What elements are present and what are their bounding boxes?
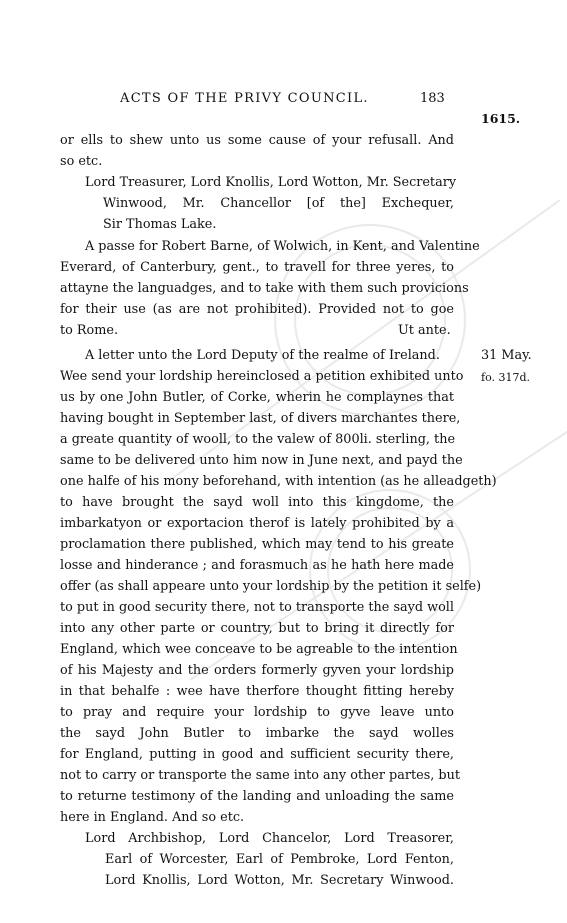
text-line: a greate quantity of wooll, to the valew of 800li. sterling, the: [60, 432, 456, 447]
text-line: same to be delivered unto him now in June next, and payd the: [60, 453, 463, 468]
signatories-line: Winwood, Mr. Chancellor [of the] Exchequer,: [103, 196, 454, 211]
text-line: to pray and require your lordship to gyve leave unto: [60, 705, 454, 720]
text-line: one halfe of his mony beforehand, with intention (as he alleadgeth): [60, 474, 497, 489]
text-line: Wee send your lordship hereinclosed a petition exhibited unto: [60, 369, 464, 384]
signatories-line: Earl of Worcester, Earl of Pembroke, Lord Fenton,: [105, 852, 454, 867]
text-line: for England, putting in good and sufficient security there,: [60, 747, 454, 762]
text-line: not to carry or transporte the same into any other partes, but: [60, 768, 460, 783]
running-header-title: ACTS OF THE PRIVY COUNCIL.: [120, 91, 369, 106]
text-line: to have brought the sayd woll into this kingdome, the: [60, 495, 454, 510]
text-line: for their use (as are not prohibited). Provided not to goe: [60, 302, 454, 317]
text-line: Everard, of Canterbury, gent., to travell for three yeres, to: [60, 260, 454, 275]
signatories-line: Lord Knollis, Lord Wotton, Mr. Secretary Winwood.: [105, 873, 454, 888]
margin-date: 31 May.: [481, 348, 532, 363]
text-line: to returne testimony of the landing and unloading the same: [60, 789, 454, 804]
margin-year: 1615.: [481, 111, 521, 126]
text-line: attayne the languadges, and to take with them such provicions: [60, 281, 469, 296]
text-line: having bought in September last, of divers marchantes there,: [60, 411, 461, 426]
text-line: into any other parte or country, but to bring it directly for: [60, 621, 454, 636]
text-line: of his Majesty and the orders formerly gyven your lordship: [60, 663, 454, 678]
text-line: in that behalfe : wee have therfore thought fitting hereby: [60, 684, 454, 699]
text-line: losse and hinderance ; and forasmuch as he hath here made: [60, 558, 454, 573]
text-line: or ells to shew unto us some cause of your refusall. And: [60, 133, 454, 148]
text-line: the sayd John Butler to imbarke the sayd wolles: [60, 726, 454, 741]
page-number: 183: [420, 91, 445, 106]
text-line: imbarkatyon or exportacion therof is lately prohibited by a: [60, 516, 454, 531]
signatories-line: Lord Archbishop, Lord Chancelor, Lord Treasorer,: [85, 831, 454, 846]
text-line: England, which wee conceave to be agreable to the intention: [60, 642, 458, 657]
text-line: A letter unto the Lord Deputy of the realme of Ireland.: [85, 348, 440, 363]
signatories-line: Sir Thomas Lake.: [103, 217, 217, 232]
ut-ante-note: Ut ante.: [398, 323, 451, 338]
text-line: so etc.: [60, 154, 103, 169]
margin-folio: fo. 317d.: [481, 371, 531, 384]
text-line: offer (as shall appeare unto your lordship by the petition it selfe): [60, 579, 482, 594]
text-line: to Rome.: [60, 323, 119, 338]
text-line: proclamation there published, which may tend to his greate: [60, 537, 454, 552]
signatories-line: Lord Treasurer, Lord Knollis, Lord Wotton, Mr. Secretary: [85, 175, 457, 190]
text-line: here in England. And so etc.: [60, 810, 245, 825]
text-line: A passe for Robert Barne, of Wolwich, in Kent, and Valentine: [85, 239, 480, 254]
text-line: to put in good security there, not to transporte the sayd woll: [60, 600, 454, 615]
text-line: us by one John Butler, of Corke, wherin he complaynes that: [60, 390, 454, 405]
